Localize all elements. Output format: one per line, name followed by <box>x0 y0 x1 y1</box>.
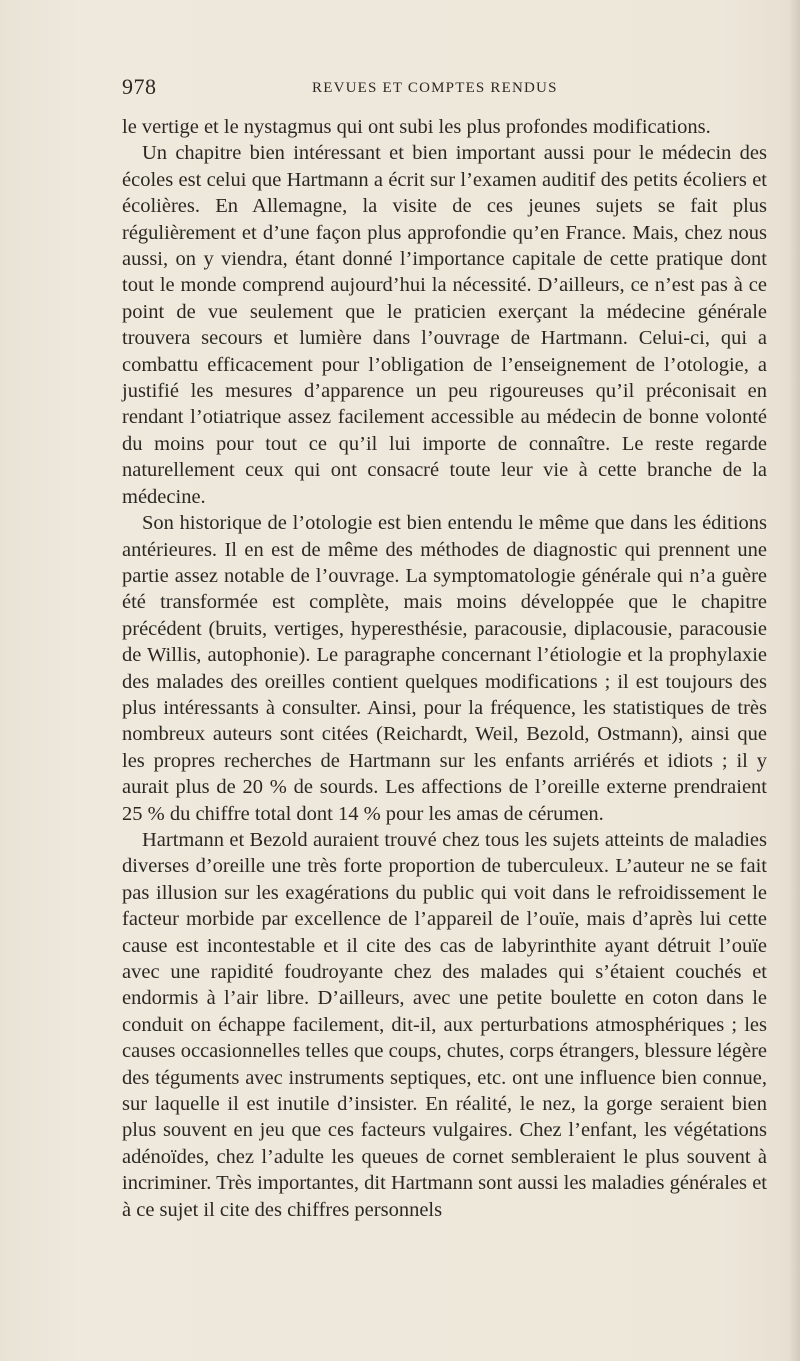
page-number: 978 <box>122 74 157 99</box>
body-text <box>122 114 767 1223</box>
paragraph-2: Un chapitre bien intéressant et bien important aussi pour le médecin des écoles est celui que Hartmann a écrit sur l’examen auditif des petits écoliers et écolières. En Allemagne, la visite de ces jeunes sujets se fait plus régulièrement et d’une façon plus approfondie qu’en France. Mais, chez nous aussi, on y viendra, étant donné l’importance capitale de cette pratique dont tout le monde comprend aujourd’hui la nécessité. D’ailleurs, ce n’est pas à ce point de vue seulement que le praticien exerçant la médecine générale trouvera secours et lumière dans l’ouvrage de Hartmann. Celui-ci, qui a combattu efficacement pour l’obligation de l’enseignement de l’otologie, a justifié les mesures d’apparence un peu rigoureuses qu’il préconisait en rendant l’otiatrique assez facilement accessible au médecin de bonne volonté du moins pour tout ce qu’il lui importe de connaître. Le reste regarde naturellement ceux qui ont consacré toute leur vie à cette branche de la médecine. <box>122 142 767 508</box>
running-head: REVUES ET COMPTES RENDUS <box>312 80 558 96</box>
page-edge-shadow <box>788 0 800 1361</box>
paragraph-1: le vertige et le nystagmus qui ont subi les plus profondes modifications. <box>122 116 711 138</box>
paragraph-4: Hartmann et Bezold auraient trouvé chez tous les sujets atteints de maladies diverses d’oreille une très forte proportion de tuberculeux. L’auteur ne se fait pas illusion sur les exagérations du public qui voit dans le refroidissement le facteur morbide par excellence de l’appareil de l’ouïe, mais d’après lui cette cause est incontestable et il cite des cas de labyrinthite ayant détruit l’ouïe avec une rapidité foudroyante chez des malades qui s’étaient couchés et endormis à l’air libre. D’ailleurs, avec une petite boulette en coton dans le conduit on échappe facilement, dit-il, aux perturbations atmosphériques ; les causes occasionnelles telles que coups, chutes, corps étrangers, blessure légère des téguments avec instruments septiques, etc. ont une influence bien connue, sur laquelle il est inutile d’insister. En réalité, le nez, la gorge seraient bien plus souvent en jeu que ces facteurs vulgaires. Chez l’enfant, les végétations adénoïdes, chez l’adulte les queues de cornet sembleraient le plus souvent à incriminer. Très importantes, dit Hartmann sont aussi les maladies générales et à ce sujet il cite des chiffres personnels <box>122 828 767 1221</box>
page-header <box>122 74 767 104</box>
paragraph-3: Son historique de l’otologie est bien entendu le même que dans les éditions antérieures. Il en est de même des méthodes de diagnostic qui prennent une partie assez notable de l’ouvrage. La symptomatologie générale qui n’a guère été transformée est complète, mais moins développée que le chapitre précédent (bruits, vertiges, hyperesthésie, paracousie, diplacousie, paracousie de Willis, autophonie). Le paragraphe concernant l’étiologie et la prophylaxie des malades des oreilles contient quelques modifications ; il est toujours des plus intéressants à consulter. Ainsi, pour la fréquence, les statistiques de très nombreux auteurs sont citées (Reichardt, Weil, Bezold, Ostmann), ainsi que les propres recherches de Hartmann sur les enfants arriérés et idiots ; il y aurait plus de 20 % de sourds. Les affections de l’oreille externe prendraient 25 % du chiffre total dont 14 % pour les amas de cérumen. <box>122 512 767 825</box>
